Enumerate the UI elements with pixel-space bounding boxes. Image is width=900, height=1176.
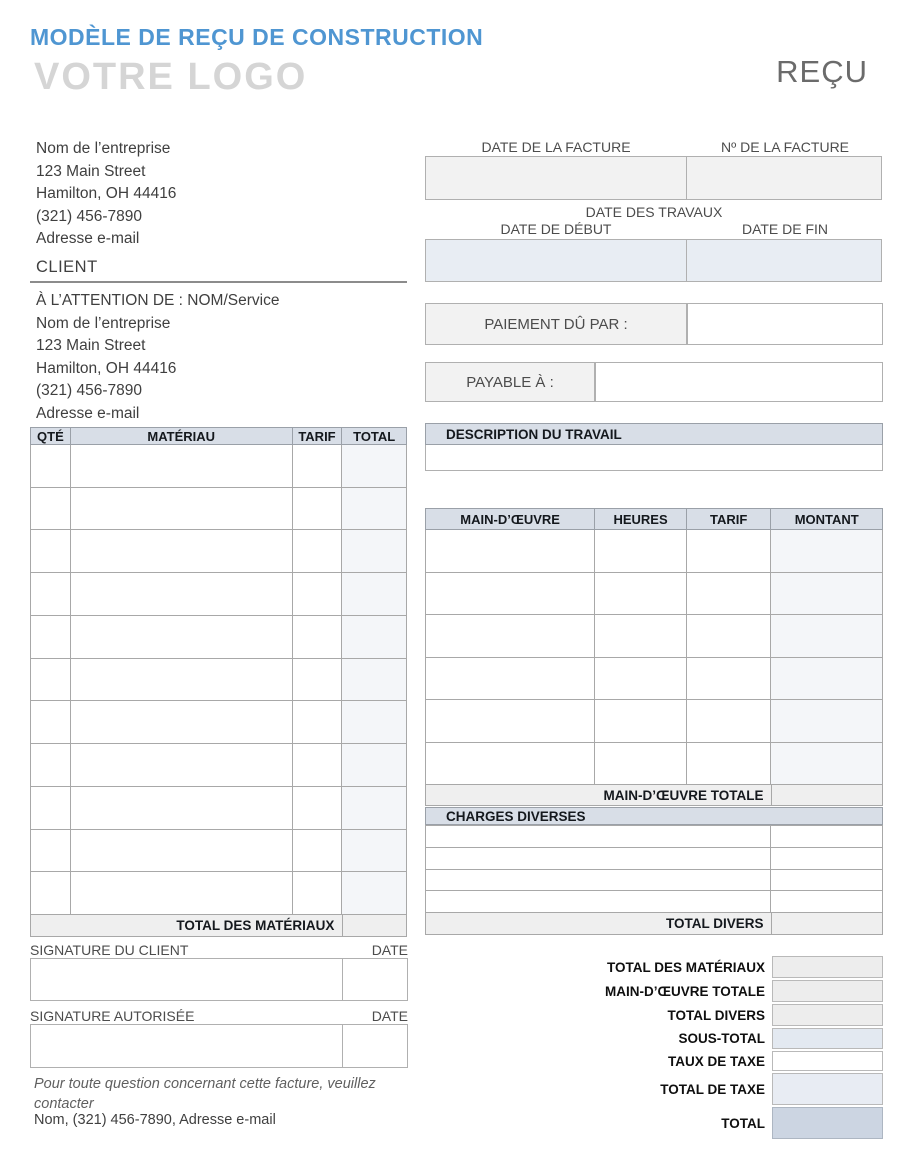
payment-due-row <box>425 303 883 345</box>
materials-qty-cell[interactable] <box>31 445 71 487</box>
materials-row <box>31 744 406 787</box>
materials-total-cell[interactable] <box>342 445 406 487</box>
invoice-field-boxes <box>425 156 883 200</box>
labor-labor-cell[interactable] <box>426 573 595 615</box>
materials-total-cell[interactable] <box>342 488 406 530</box>
labor-rate-cell[interactable] <box>687 658 772 700</box>
charges-description-cell[interactable] <box>426 891 771 912</box>
labor-amount-cell[interactable] <box>771 658 882 700</box>
client-signature-label: SIGNATURE DU CLIENT <box>30 942 189 958</box>
company-phone: (321) 456-7890 <box>36 207 142 225</box>
invoice-number-field[interactable] <box>686 156 882 200</box>
materials-rate-cell[interactable] <box>293 573 343 615</box>
materials-qty-cell[interactable] <box>31 830 71 872</box>
authorized-signature-row <box>30 1024 408 1068</box>
materials-material-cell[interactable] <box>71 744 293 786</box>
labor-labor-cell[interactable] <box>426 743 595 785</box>
client-signature-field[interactable] <box>30 958 343 1001</box>
materials-row <box>31 830 406 873</box>
labor-amount-cell[interactable] <box>771 530 882 572</box>
client-city: Hamilton, OH 44416 <box>36 359 177 377</box>
labor-amount-cell[interactable] <box>771 700 882 742</box>
materials-total-cell[interactable] <box>342 659 406 701</box>
client-address-block <box>36 290 279 425</box>
materials-row <box>31 573 406 616</box>
labor-hours-cell[interactable] <box>595 530 687 572</box>
labor-table-header <box>425 508 883 530</box>
labor-labor-cell[interactable] <box>426 658 595 700</box>
totals-label: TAUX DE TAXE <box>667 1053 765 1069</box>
misc-charges-heading: CHARGES DIVERSES <box>425 807 883 825</box>
payable-to-label: PAYABLE À : <box>425 362 595 402</box>
materials-rate-cell[interactable] <box>293 488 343 530</box>
materials-row <box>31 616 406 659</box>
labor-amount-cell[interactable] <box>771 615 882 657</box>
charges-row <box>426 870 882 892</box>
materials-total-cell[interactable] <box>342 701 406 743</box>
totals-value-field[interactable] <box>772 1051 883 1071</box>
materials-total-field[interactable] <box>342 915 406 936</box>
materials-material-cell[interactable] <box>71 488 293 530</box>
footer-note: Pour toute question concernant cette facture, veuillez contacter <box>34 1076 376 1112</box>
invoice-date-field[interactable] <box>425 156 687 200</box>
materials-header-qty: QTÉ <box>31 428 71 444</box>
labor-table-footer <box>425 785 883 806</box>
labor-rate-cell[interactable] <box>687 615 772 657</box>
materials-table-footer <box>30 915 407 937</box>
work-dates-label: DATE DES TRAVAUX <box>585 204 723 220</box>
charges-description-cell[interactable] <box>426 848 771 869</box>
charges-amount-cell[interactable] <box>771 826 882 847</box>
client-signature-row <box>30 958 408 1001</box>
materials-row <box>31 872 406 915</box>
totals-label: TOTAL <box>721 1115 765 1131</box>
labor-header-labor: MAIN-D’ŒUVRE <box>426 509 595 529</box>
page-title: MODÈLE DE REÇU DE CONSTRUCTION <box>30 24 484 50</box>
materials-material-cell[interactable] <box>71 787 293 829</box>
work-description-heading: DESCRIPTION DU TRAVAIL <box>425 423 883 445</box>
end-date-label: DATE DE FIN <box>741 221 829 237</box>
charges-description-cell[interactable] <box>426 826 771 847</box>
company-city: Hamilton, OH 44416 <box>36 185 177 202</box>
materials-material-cell[interactable] <box>71 616 293 658</box>
totals-row <box>425 1051 883 1071</box>
payable-to-field[interactable] <box>595 362 883 402</box>
authorized-signature-date-field[interactable] <box>342 1024 408 1068</box>
materials-material-cell[interactable] <box>71 445 293 487</box>
labor-labor-cell[interactable] <box>426 700 595 742</box>
charges-row <box>426 848 882 870</box>
materials-qty-cell[interactable] <box>31 488 71 530</box>
start-date-label: DATE DE DÉBUT <box>500 221 612 237</box>
totals-row <box>425 1028 883 1049</box>
misc-charges-body <box>425 825 883 913</box>
materials-row <box>31 445 406 488</box>
payment-due-field[interactable] <box>687 303 883 345</box>
labor-total-field[interactable] <box>771 785 882 805</box>
work-dates-boxes <box>425 239 883 282</box>
materials-qty-cell[interactable] <box>31 744 71 786</box>
materials-total-cell[interactable] <box>342 872 406 914</box>
document-type-label: REÇU <box>776 54 868 89</box>
totals-row <box>425 956 883 978</box>
materials-table-header <box>30 427 407 445</box>
work-description-field[interactable] <box>425 445 883 471</box>
materials-row <box>31 787 406 830</box>
labor-rate-cell[interactable] <box>687 700 772 742</box>
company-street: 123 Main Street <box>36 162 146 180</box>
materials-total-cell[interactable] <box>342 573 406 615</box>
materials-qty-cell[interactable] <box>31 872 71 914</box>
work-dates-sublabels <box>425 221 883 237</box>
totals-value-field[interactable] <box>772 980 883 1002</box>
client-signature-date-field[interactable] <box>342 958 408 1001</box>
labor-header-hours: HEURES <box>595 509 687 529</box>
charges-description-cell[interactable] <box>426 870 771 891</box>
materials-rate-cell[interactable] <box>293 616 343 658</box>
materials-row <box>31 659 406 702</box>
logo-placeholder: VOTRE LOGO <box>34 56 308 98</box>
labor-amount-cell[interactable] <box>771 573 882 615</box>
materials-total-cell[interactable] <box>342 787 406 829</box>
totals-value-field[interactable] <box>772 1028 883 1049</box>
totals-value-field[interactable] <box>772 956 883 978</box>
labor-header-amount: MONTANT <box>794 511 859 527</box>
labor-hours-cell[interactable] <box>595 615 687 657</box>
materials-table <box>30 427 407 937</box>
totals-label: MAIN-D’ŒUVRE TOTALE <box>605 983 765 999</box>
charges-amount-cell[interactable] <box>771 870 882 891</box>
client-street: 123 Main Street <box>36 337 146 354</box>
materials-qty-cell[interactable] <box>31 573 71 615</box>
materials-total-cell[interactable] <box>342 744 406 786</box>
materials-table-body <box>30 445 407 915</box>
totals-label: TOTAL DE TAXE <box>660 1081 765 1097</box>
client-signature-date-label: DATE <box>371 942 408 958</box>
totals-row <box>425 1107 883 1139</box>
materials-total-label: TOTAL DES MATÉRIAUX <box>176 918 335 933</box>
labor-header-rate: TARIF <box>687 509 772 529</box>
totals-row <box>425 1004 883 1026</box>
labor-labor-cell[interactable] <box>426 530 595 572</box>
client-section-heading: CLIENT <box>30 258 407 283</box>
charges-amount-cell[interactable] <box>771 891 882 912</box>
totals-label: TOTAL DES MATÉRIAUX <box>606 959 765 975</box>
client-email: Adresse e-mail <box>36 404 140 422</box>
invoice-number-label: Nº DE LA FACTURE <box>720 139 850 155</box>
labor-row <box>426 573 882 616</box>
client-name: Nom de l’entreprise <box>36 314 171 332</box>
invoice-field-labels <box>425 139 883 155</box>
authorized-signature-label: SIGNATURE AUTORISÉE <box>30 1008 195 1024</box>
totals-label: TOTAL DIVERS <box>667 1007 765 1023</box>
totals-value-field[interactable] <box>772 1073 883 1105</box>
footer-contact: Nom, (321) 456-7890, Adresse e-mail <box>34 1112 276 1128</box>
charges-row <box>426 891 882 913</box>
labor-hours-cell[interactable] <box>595 743 687 785</box>
materials-header-rate: TARIF <box>293 428 343 444</box>
labor-total-label: MAIN-D’ŒUVRE TOTALE <box>603 787 764 803</box>
company-name: Nom de l’entreprise <box>36 140 171 157</box>
client-phone: (321) 456-7890 <box>36 382 142 399</box>
materials-row <box>31 701 406 744</box>
materials-rate-cell[interactable] <box>293 659 343 701</box>
payment-due-label: PAIEMENT DÛ PAR : <box>425 303 687 345</box>
misc-charges-table <box>425 825 883 935</box>
totals-row <box>425 980 883 1002</box>
totals-row <box>425 1073 883 1105</box>
materials-rate-cell[interactable] <box>293 530 343 572</box>
invoice-date-label: DATE DE LA FACTURE <box>481 139 631 155</box>
materials-material-cell[interactable] <box>71 701 293 743</box>
authorized-signature-labels <box>30 1008 408 1024</box>
authorized-signature-field[interactable] <box>30 1024 343 1068</box>
payable-to-row <box>425 362 883 402</box>
labor-rate-cell[interactable] <box>687 530 772 572</box>
materials-material-cell[interactable] <box>71 830 293 872</box>
materials-rate-cell[interactable] <box>293 830 343 872</box>
client-attention: À L’ATTENTION DE : NOM/Service <box>36 292 280 309</box>
materials-material-cell[interactable] <box>71 872 293 914</box>
materials-total-cell[interactable] <box>342 616 406 658</box>
materials-rate-cell[interactable] <box>293 787 343 829</box>
totals-label: SOUS-TOTAL <box>678 1031 765 1046</box>
misc-total-field[interactable] <box>771 913 882 934</box>
charges-row <box>426 826 882 848</box>
labor-row <box>426 615 882 658</box>
materials-row <box>31 488 406 531</box>
materials-rate-cell[interactable] <box>293 872 343 914</box>
materials-rate-cell[interactable] <box>293 445 343 487</box>
start-date-field[interactable] <box>425 239 687 282</box>
materials-total-cell[interactable] <box>342 830 406 872</box>
labor-rate-cell[interactable] <box>687 573 772 615</box>
labor-hours-cell[interactable] <box>595 658 687 700</box>
labor-table-body <box>425 530 883 785</box>
labor-row <box>426 530 882 573</box>
materials-total-cell[interactable] <box>342 530 406 572</box>
labor-amount-cell[interactable] <box>771 743 882 785</box>
materials-qty-cell[interactable] <box>31 701 71 743</box>
client-signature-labels <box>30 942 408 958</box>
labor-labor-cell[interactable] <box>426 615 595 657</box>
totals-value-field[interactable] <box>772 1107 883 1139</box>
materials-material-cell[interactable] <box>71 659 293 701</box>
totals-value-field[interactable] <box>772 1004 883 1026</box>
labor-row <box>426 700 882 743</box>
materials-header-total: TOTAL <box>353 428 396 444</box>
labor-row <box>426 743 882 786</box>
labor-table <box>425 508 883 806</box>
materials-qty-cell[interactable] <box>31 787 71 829</box>
misc-total-label: TOTAL DIVERS <box>665 916 764 931</box>
labor-rate-cell[interactable] <box>687 743 772 785</box>
charges-amount-cell[interactable] <box>771 848 882 869</box>
company-email: Adresse e-mail <box>36 230 140 247</box>
company-address-block <box>36 138 176 251</box>
materials-material-cell[interactable] <box>71 573 293 615</box>
labor-hours-cell[interactable] <box>595 700 687 742</box>
authorized-signature-date-label: DATE <box>371 1008 408 1024</box>
totals-summary <box>425 956 883 1141</box>
materials-qty-cell[interactable] <box>31 530 71 572</box>
materials-row <box>31 530 406 573</box>
misc-charges-footer <box>425 913 883 935</box>
materials-qty-cell[interactable] <box>31 659 71 701</box>
labor-row <box>426 658 882 701</box>
materials-header-material: MATÉRIAU <box>71 428 293 444</box>
end-date-field[interactable] <box>686 239 882 282</box>
materials-rate-cell[interactable] <box>293 744 343 786</box>
materials-rate-cell[interactable] <box>293 701 343 743</box>
materials-material-cell[interactable] <box>71 530 293 572</box>
labor-hours-cell[interactable] <box>595 573 687 615</box>
materials-qty-cell[interactable] <box>31 616 71 658</box>
